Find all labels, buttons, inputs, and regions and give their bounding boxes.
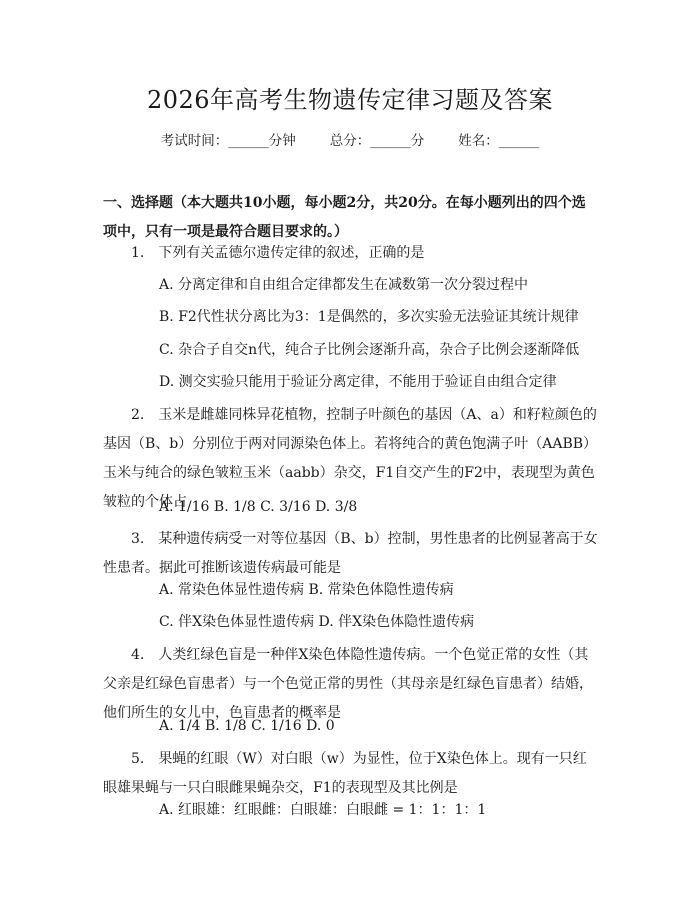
page-title: 2026年高考生物遗传定律习题及答案	[146, 86, 554, 114]
exam-meta	[0, 131, 700, 151]
question-4-options: A. 1/4 B. 1/8 C. 1/16 D. 0	[159, 718, 335, 734]
section-heading: 一、选择题（本大题共10小题，每小题2分，共20分。在每小题列出的四个选项中，只有一项是最符合题目要求的。）	[103, 195, 586, 240]
question-2-options: A. 1/16 B. 1/8 C. 3/16 D. 3/8	[159, 499, 358, 515]
question-5-stem: 5. 果蝇的红眼（W）对白眼（w）为显性，位于X染色体上。现有一只红眼雄果蝇与一只白眼雌果蝇杂交，F1的表现型及其比例是	[103, 751, 587, 796]
question-1-option-d: D. 测交实验只能用于验证分离定律，不能用于验证自由组合定律	[159, 374, 557, 390]
question-1-option-a: A. 分离定律和自由组合定律都发生在减数第一次分裂过程中	[159, 277, 529, 293]
question-1-option-b: B. F2代性状分离比为3：1是偶然的，多次实验无法验证其统计规律	[159, 309, 579, 325]
question-2-stem: 2. 玉米是雌雄同株异花植物，控制子叶颜色的基因（A、a）和籽粒颜色的基因（B、b）分别位于两对同源染色体上。若将纯合的黄色饱满子叶（AABB）玉米与纯合的绿色皱粒玉米（aabb）杂交，F1自交产生的F2中，表现型为黄色皱粒的个体占	[103, 407, 598, 510]
question-4-stem: 4. 人类红绿色盲是一种伴X染色体隐性遗传病。一个色觉正常的女性（其父亲是红绿色盲患者）与一个色觉正常的男性（其母亲是红绿色盲患者）结婚，他们所生的女儿中，色盲患者的概率是	[103, 647, 593, 721]
question-3-stem: 3. 某种遗传病受一对等位基因（B、b）控制，男性患者的比例显著高于女性患者。据此可推断该遗传病最可能是	[103, 531, 598, 576]
question-1-stem: 1. 下列有关孟德尔遗传定律的叙述，正确的是	[131, 245, 425, 261]
question-5-option-a: A. 红眼雄：红眼雌：白眼雄：白眼雌 = 1：1：1：1	[159, 802, 487, 818]
total-score-field: 总分：______分	[329, 133, 425, 149]
student-name-field: 姓名：______	[458, 133, 540, 149]
question-3-options-cd: C. 伴X染色体显性遗传病 D. 伴X染色体隐性遗传病	[159, 614, 475, 630]
exam-time-field: 考试时间：______分钟	[160, 133, 296, 149]
question-3-options-ab: A. 常染色体显性遗传病 B. 常染色体隐性遗传病	[159, 582, 454, 598]
question-1-option-c: C. 杂合子自交n代，纯合子比例会逐渐升高，杂合子比例会逐渐降低	[159, 342, 580, 358]
